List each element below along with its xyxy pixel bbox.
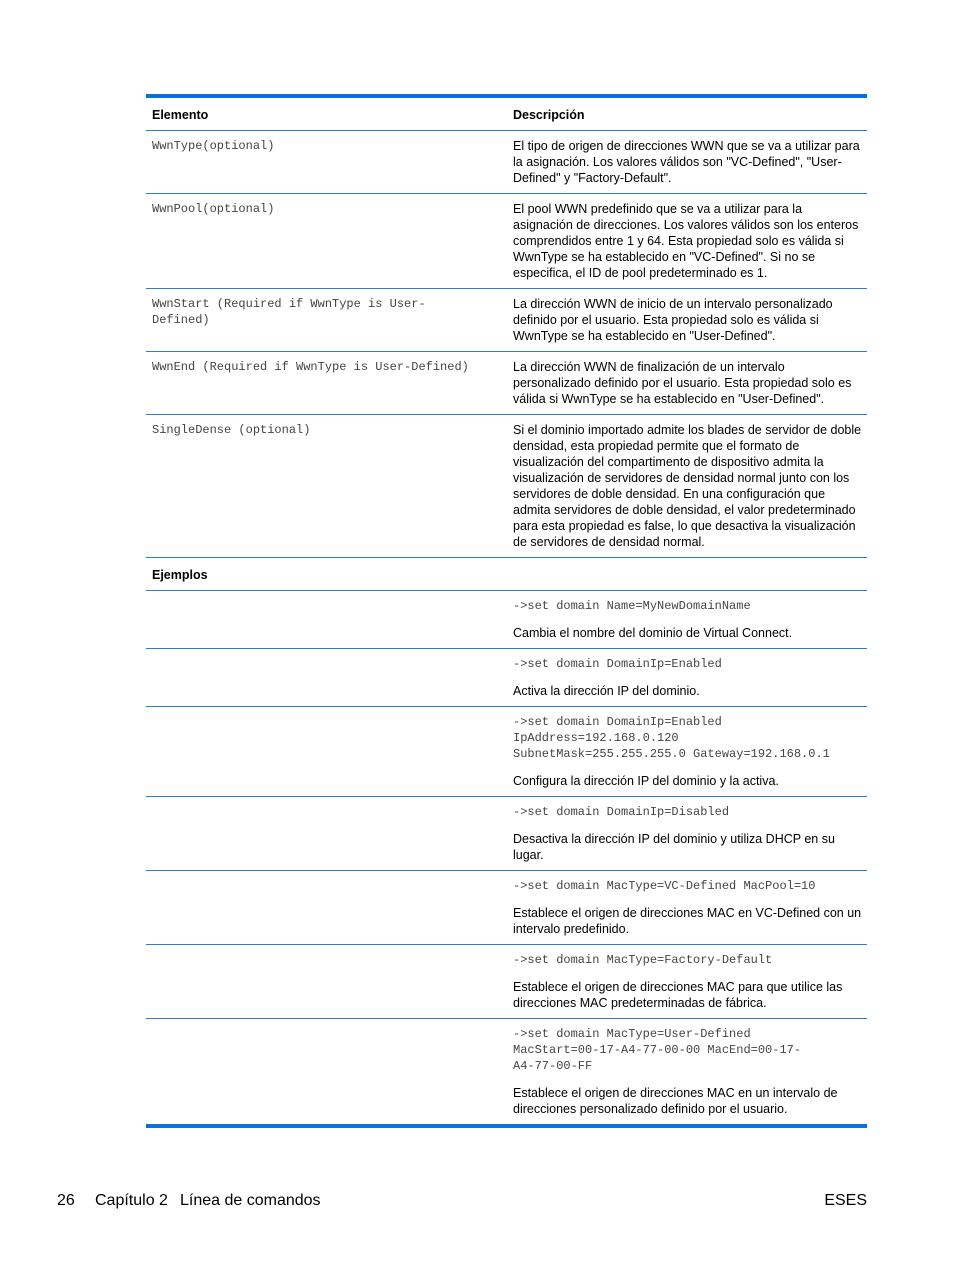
element-name: WwnPool(optional) <box>152 202 275 216</box>
element-description: El pool WWN predefinido que se va a utilizar para la asignación de direcciones. Los valores válidos son los enteros comprendidos entre 1 y 64. Esta propiedad solo es válida si WwnType se ha establecido en "VC-Defined". Si no se especifica, el ID de pool predeterminado es 1. <box>513 202 859 280</box>
example-description: Establece el origen de direcciones MAC en un intervalo de direcciones personalizado definido por el usuario. <box>513 1086 838 1116</box>
example-description: Establece el origen de direcciones MAC en VC-Defined con un intervalo predefinido. <box>513 906 862 936</box>
table-row <box>146 415 867 558</box>
chapter-title: Línea de comandos <box>180 1192 321 1209</box>
example-description: Establece el origen de direcciones MAC para que utilice las direcciones MAC predeterminadas de fábrica. <box>513 980 843 1010</box>
element-description: La dirección WWN de inicio de un intervalo personalizado definido por el usuario. Esta propiedad solo es válida si WwnType se ha establecido en "User-Defined". <box>513 297 833 343</box>
example-row <box>146 797 867 871</box>
example-command: ->set domain MacType=VC-Defined MacPool=10 <box>513 879 816 893</box>
element-description: La dirección WWN de finalización de un intervalo personalizado definido por el usuario. Esta propiedad solo es válida si WwnType se ha establecido en "User-Defined". <box>513 360 852 406</box>
example-row <box>146 707 867 797</box>
table-row <box>146 194 867 289</box>
command-table <box>146 94 867 1128</box>
examples-label: Ejemplos <box>152 568 208 582</box>
example-row <box>146 649 867 707</box>
example-description: Configura la dirección IP del dominio y la activa. <box>513 774 779 788</box>
header-descripcion: Descripción <box>513 108 585 122</box>
element-description: Si el dominio importado admite los blades de servidor de doble densidad, esta propiedad permite que el formato de visualización del compartimento de dispositivo admita la visualización de servidores de densidad normal junto con los servidores de doble densidad. En una configuración que admita servidores de doble densidad, el valor predeterminado para esta propiedad es false, lo que desactiva la visualización de servidores de densidad normal. <box>513 423 862 549</box>
element-name: WwnEnd (Required if WwnType is User-Defined) <box>152 360 469 374</box>
example-command: ->set domain DomainIp=Enabled IpAddress=192.168.0.120 SubnetMask=255.255.255.0 Gateway=192.168.0.1 <box>513 715 830 761</box>
example-command: ->set domain DomainIp=Disabled <box>513 805 730 819</box>
example-command: ->set domain Name=MyNewDomainName <box>513 599 751 613</box>
table-row <box>146 289 867 352</box>
table-row <box>146 352 867 415</box>
example-description: Cambia el nombre del dominio de Virtual Connect. <box>513 626 793 640</box>
table-header-row <box>146 98 867 131</box>
example-row <box>146 591 867 649</box>
example-row <box>146 945 867 1019</box>
element-name: WwnType(optional) <box>152 139 275 153</box>
element-name: SingleDense (optional) <box>152 423 311 437</box>
element-description: El tipo de origen de direcciones WWN que se va a utilizar para la asignación. Los valores válidos son "VC-Defined", "User-Defined" y "Factory-Default". <box>513 139 860 185</box>
locale-code: ESES <box>824 1192 867 1209</box>
chapter-label: Capítulo 2 <box>95 1192 168 1209</box>
header-elemento: Elemento <box>152 108 209 122</box>
page-number: 26 <box>57 1192 75 1209</box>
example-command: ->set domain DomainIp=Enabled <box>513 657 722 671</box>
table-row <box>146 131 867 194</box>
example-row <box>146 1019 867 1124</box>
element-name: WwnStart (Required if WwnType is User-Defined) <box>152 297 426 327</box>
example-command: ->set domain MacType=User-Defined MacStart=00-17-A4-77-00-00 MacEnd=00-17- A4-77-00-FF <box>513 1027 802 1073</box>
example-row <box>146 871 867 945</box>
example-description: Activa la dirección IP del dominio. <box>513 684 700 698</box>
example-command: ->set domain MacType=Factory-Default <box>513 953 773 967</box>
examples-header-row <box>146 558 867 591</box>
example-description: Desactiva la dirección IP del dominio y utiliza DHCP en su lugar. <box>513 832 835 862</box>
